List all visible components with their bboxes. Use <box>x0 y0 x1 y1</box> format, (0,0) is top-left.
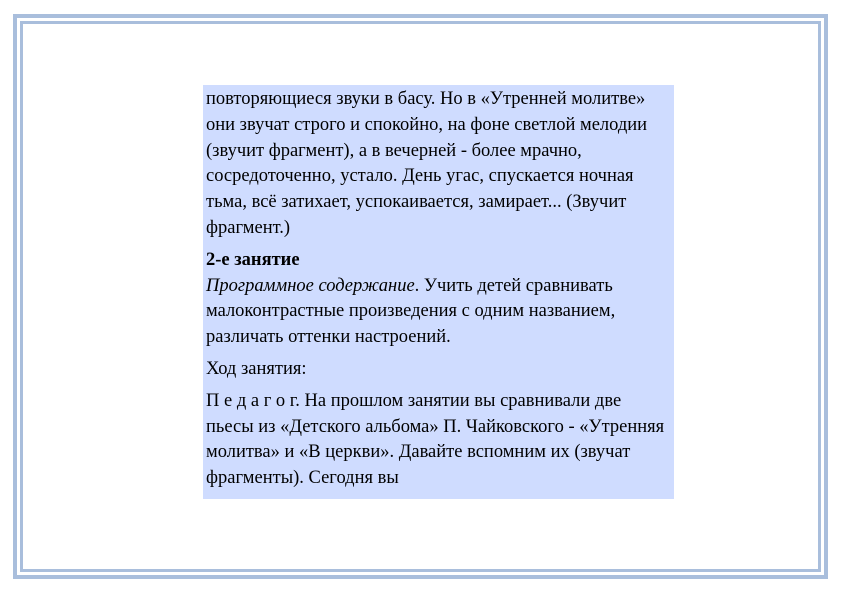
text-block <box>203 85 674 499</box>
lesson-course: Ход занятия: <box>206 358 307 379</box>
lesson-heading: 2-е занятие <box>206 249 300 270</box>
program-text: . Учить детей сравнивать малоконтрастные произведения с одним названием, различать оттенки настроений. <box>206 275 616 348</box>
teacher-text: На прошлом занятии вы сравнивали две пьесы из «Детского альбома» П. Чайковского - «Утренняя молитва» и «В церкви». Давайте вспомним их (звучат фрагменты). Сегодня вы <box>206 390 665 489</box>
teacher-label: П е д а г о г. <box>206 390 300 411</box>
paragraph-intro: повторяющиеся звуки в басу. Но в «Утренней молитве» они звучат строго и спокойно, на фоне светлой мелодии (звучит фрагмент), а в вечерней - более мрачно, сосредоточенно, устало. День угас, спускается ночная тьма, всё затихает, успокаивается, замирает... (Звучит фрагмент.) <box>206 89 648 238</box>
program-paragraph <box>206 274 671 351</box>
teacher-paragraph <box>206 389 671 492</box>
program-label: Программное содержание <box>206 275 415 296</box>
